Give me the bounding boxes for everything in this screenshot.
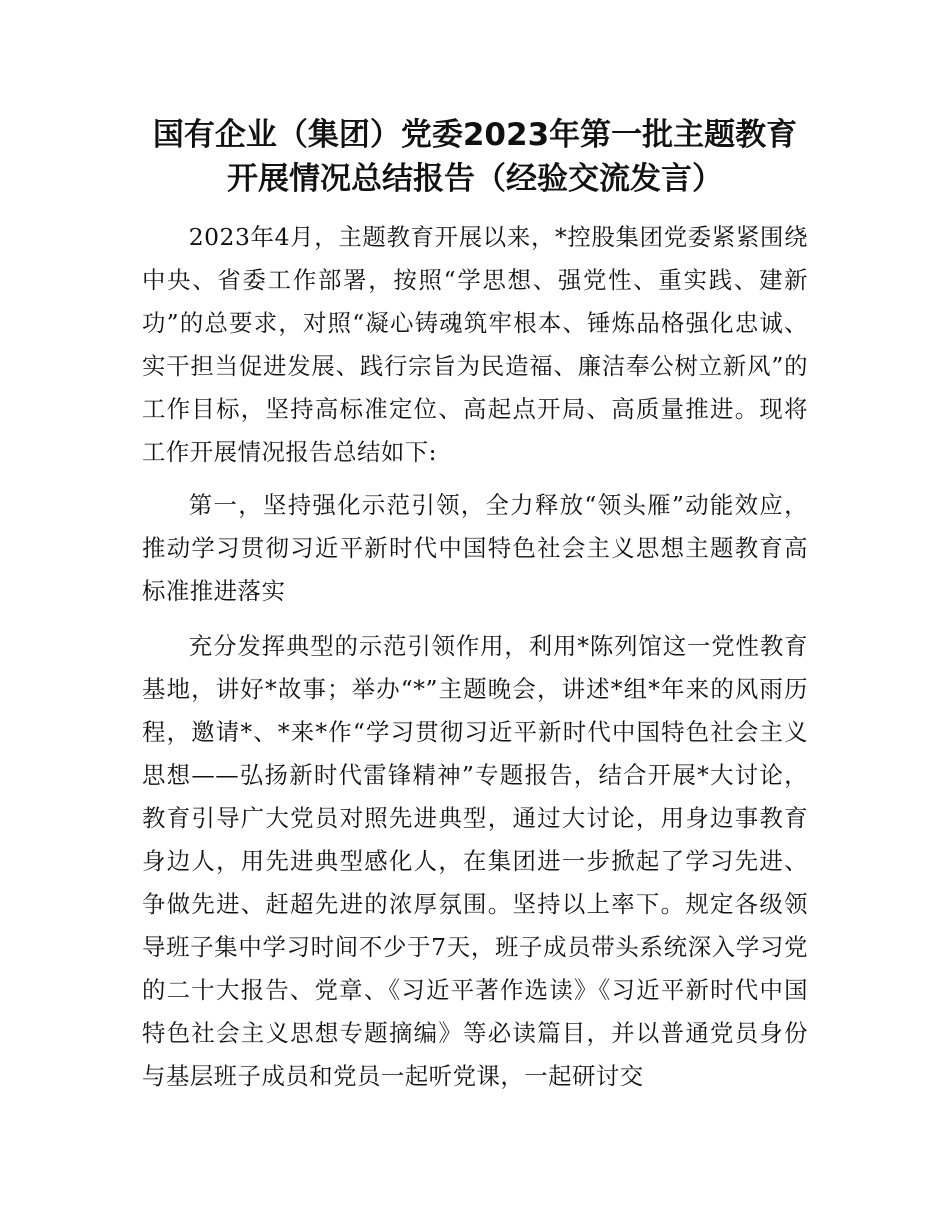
section-heading-text: 第一，坚持强化示范引领，全力释放“领头雁”动能效应，推动学习贯彻习近平新时代中国特色社会主义思想主题教育高标准推进落实 [142,491,808,605]
paragraph-intro [142,216,808,474]
paragraph-text: 充分发挥典型的示范引领作用，利用*陈列馆这一党性教育基地，讲好*故事；举办“*”主题晚会，讲述*组*年来的风雨历程，邀请*、*来*作“学习贯彻习近平新时代中国特色社会主义思想——弘扬新时代雷锋精神”专题报告，结合开展*大讨论，教育引导广大党员对照先进典型，通过大讨论，用身边事教育身边人，用先进典型感化人，在集团进一步掀起了学习先进、争做先进、赶超先进的浓厚氛围。坚持以上率下。规定各级领导班子集中学习时间不少于7天，班子成员带头系统深入学习党的二十大报告、党章、《习近平著作选读》《习近平新时代中国特色社会主义思想专题摘编》等必读篇目，并以普通党员身份与基层班子成员和党员一起听党课，一起研讨交 [142,632,808,1090]
paragraph-text: 2023年4月，主题教育开展以来，*控股集团党委紧紧围绕中央、省委工作部署，按照“学思想、强党性、重实践、建新功”的总要求，对照“凝心铸魂筑牢根本、锤炼品格强化忠诚、实干担当促进发展、践行宗旨为民造福、廉洁奉公树立新风”的工作目标，坚持高标准定位、高起点开局、高质量推进。现将工作开展情况报告总结如下: [142,223,808,466]
document-title-line-2: 开展情况总结报告（经验交流发言） [227,161,723,197]
document-title-line-1: 国有企业（集团）党委2023年第一批主题教育 [152,117,798,153]
paragraph-section-one [142,625,808,1098]
section-heading-first [142,484,808,613]
